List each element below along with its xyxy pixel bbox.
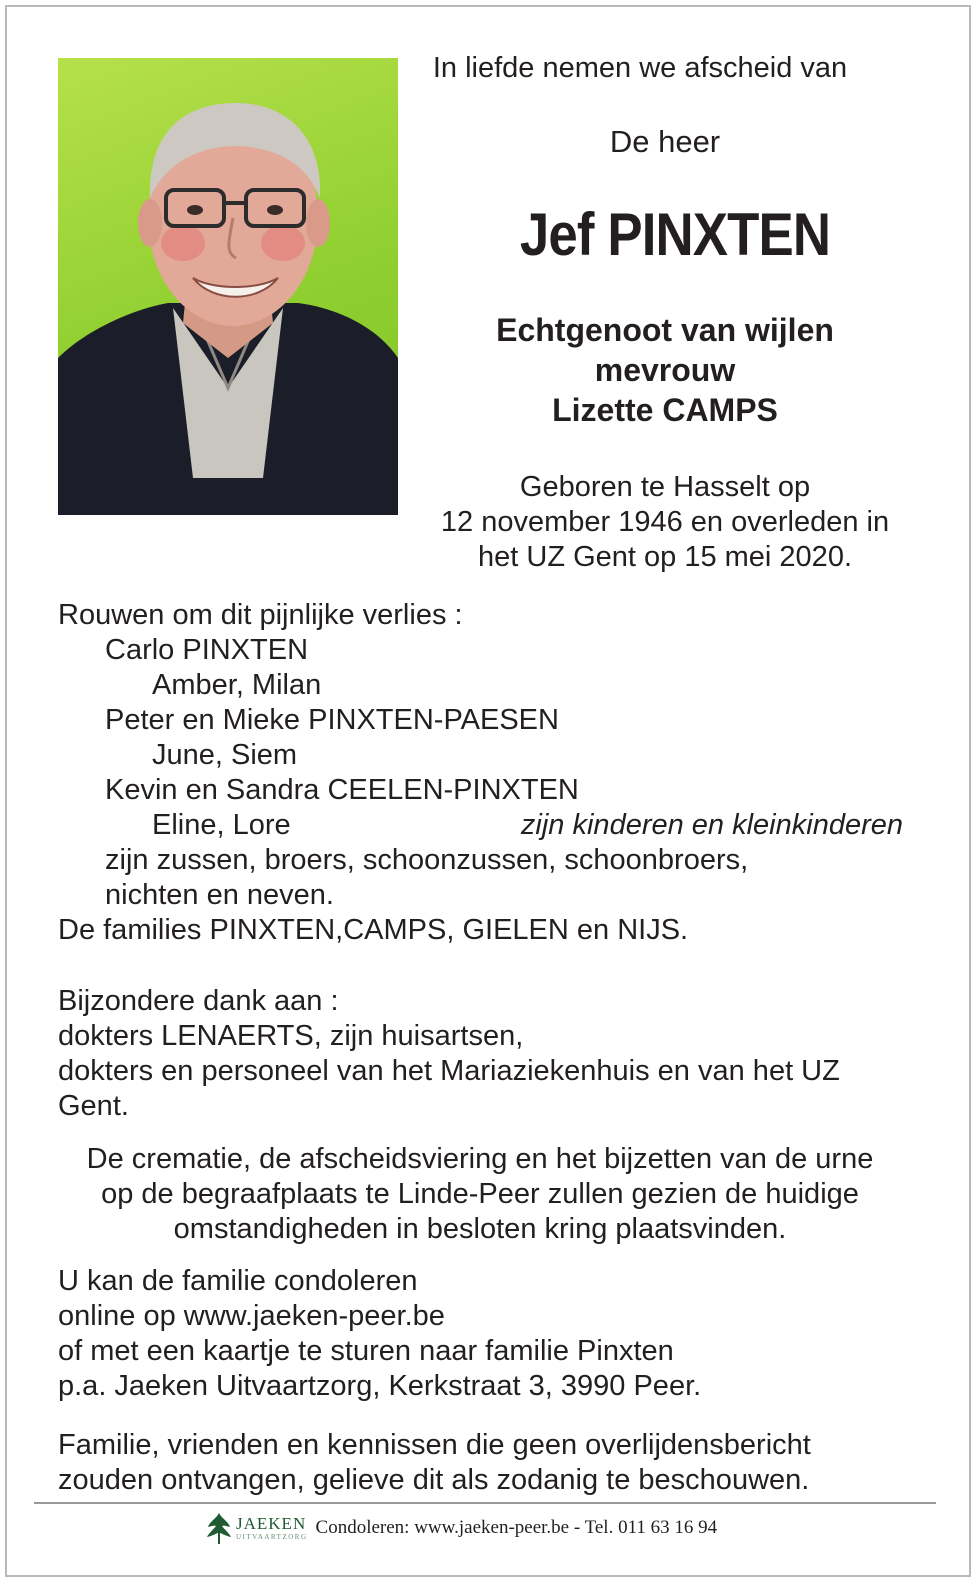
title-prefix: De heer <box>609 124 721 159</box>
footer-divider <box>34 1502 936 1504</box>
spouse-name: Lizette CAMPS <box>552 392 778 428</box>
birth-line: 12 november 1946 en overleden in <box>440 506 890 538</box>
child-name: Kevin en Sandra CEELEN-PINXTEN <box>105 774 579 806</box>
families-line: De families PINXTEN,CAMPS, GIELEN en NIJS. <box>58 914 689 946</box>
child-name: Peter en Mieke PINXTEN-PAESEN <box>105 704 559 736</box>
thanks-line: dokters LENAERTS, zijn huisartsen, <box>58 1020 524 1052</box>
grandchildren-row <box>58 808 918 843</box>
portrait-illustration <box>58 58 398 515</box>
mourners-section <box>58 598 918 948</box>
jaeken-logo <box>206 1511 308 1545</box>
birth-line: Geboren te Hasselt op <box>519 471 811 503</box>
condolences-section <box>58 1264 918 1404</box>
spouse-line: Echtgenoot van wijlen <box>496 312 834 348</box>
cremation-line: De crematie, de afscheidsviering en het bijzetten van de urne <box>86 1143 874 1175</box>
kinship-note: zijn kinderen en kleinkinderen <box>520 809 903 841</box>
thanks-line: Gent. <box>58 1090 129 1122</box>
intro-text: In liefde nemen we afscheid van <box>432 52 848 84</box>
condolence-line: U kan de familie condoleren <box>58 1265 418 1297</box>
cremation-line: op de begraafplaats te Linde-Peer zullen gezien de huidige <box>101 1178 859 1210</box>
grandchildren-names: Eline, Lore <box>152 809 291 841</box>
condolence-line: online op www.jaeken-peer.be <box>58 1300 445 1332</box>
siblings-line: zijn zussen, broers, schoonzussen, schoonbroers, <box>105 844 749 876</box>
mourners-intro: Rouwen om dit pijnlijke verlies : <box>58 599 463 631</box>
thanks-section <box>58 984 918 1124</box>
tree-icon <box>206 1511 232 1545</box>
condolence-line: of met een kaartje te sturen naar familie Pinxten <box>58 1335 674 1367</box>
birth-death-info <box>410 470 920 575</box>
thanks-intro: Bijzondere dank aan : <box>58 985 339 1017</box>
grandchildren-names: June, Siem <box>152 739 298 771</box>
cremation-line: omstandigheden in besloten kring plaatsvinden. <box>173 1213 787 1245</box>
notice-line: zouden ontvangen, gelieve dit als zodanig te beschouwen. <box>58 1464 810 1496</box>
spouse-block <box>410 310 920 430</box>
footer <box>206 1508 717 1548</box>
deceased-name: Jef PINXTEN <box>519 201 831 268</box>
notice-section <box>58 1428 918 1498</box>
portrait-photo <box>58 58 398 515</box>
contact-line: Condoleren: www.jaeken-peer.be - Tel. 011 63 16 94 <box>315 1517 718 1538</box>
siblings-line: nichten en neven. <box>105 879 334 911</box>
logo-name: JAEKEN <box>236 1513 307 1533</box>
child-name: Carlo PINXTEN <box>105 634 309 666</box>
grandchildren-names: Amber, Milan <box>152 669 322 701</box>
condolence-line: p.a. Jaeken Uitvaartzorg, Kerkstraat 3, 3990 Peer. <box>58 1370 702 1402</box>
logo-subtitle: UITVAARTZORG <box>236 1532 308 1541</box>
birth-line: het UZ Gent op 15 mei 2020. <box>478 541 852 573</box>
cremation-section <box>50 1142 910 1247</box>
spouse-line: mevrouw <box>594 352 736 388</box>
thanks-line: dokters en personeel van het Mariaziekenhuis en van het UZ <box>58 1055 840 1087</box>
notice-line: Familie, vrienden en kennissen die geen overlijdensbericht <box>58 1429 811 1461</box>
